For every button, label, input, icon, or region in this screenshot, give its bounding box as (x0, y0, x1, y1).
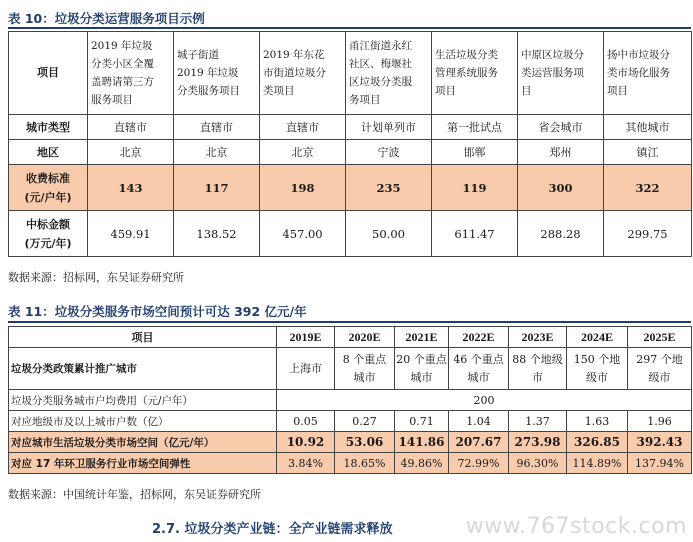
table10-top-rule (8, 27, 691, 29)
table-cell: 459.91 (88, 211, 174, 257)
table-cell: 322 (604, 165, 692, 211)
table-cell: 273.98 (509, 432, 567, 453)
project-cell: 2019 年东花 市街道垃圾分 类项目 (260, 32, 346, 115)
table-cell: 0.27 (335, 411, 395, 432)
table-cell: 1.63 (567, 411, 628, 432)
table-cell: 3.84% (277, 453, 335, 474)
table-cell: 198 (260, 165, 346, 211)
table10-caption: 表 10：垃圾分类运营服务项目示例 (8, 11, 205, 26)
column-header-year: 2021E (395, 327, 449, 348)
table-cell: 直辖市 (260, 115, 346, 140)
table-cell: 207.67 (449, 432, 509, 453)
table-cell: 第一批试点 (432, 115, 518, 140)
table-cell: 郑州 (518, 140, 604, 165)
merged-cell: 200 (277, 390, 692, 411)
table10 (8, 31, 692, 257)
table11 (8, 326, 692, 474)
table-cell: 235 (346, 165, 432, 211)
table-cell: 288.28 (518, 211, 604, 257)
table-cell: 53.06 (335, 432, 395, 453)
table-cell: 119 (432, 165, 518, 211)
table-cell: 299.75 (604, 211, 692, 257)
column-header-year: 2024E (567, 327, 628, 348)
table-cell: 省会城市 (518, 115, 604, 140)
table-cell: 326.85 (567, 432, 628, 453)
table-cell: 141.86 (395, 432, 449, 453)
project-cell: 生活垃圾分类 管理系统服务 项目 (432, 32, 518, 115)
table-cell: 镇江 (604, 140, 692, 165)
row-label: 对应 17 年环卫服务行业市场空间弹性 (9, 453, 277, 474)
column-header-year: 2019E (277, 327, 335, 348)
table10-row-amount (9, 211, 692, 257)
table10-source: 数据来源：招标网，东吴证券研究所 (8, 271, 184, 284)
table-cell: 143 (88, 165, 174, 211)
project-cell: 中原区垃圾分 类运营服务项 目 (518, 32, 604, 115)
table-cell: 137.94% (628, 453, 692, 474)
section-heading: 2.7. 垃圾分类产业链：全产业链需求释放 (152, 522, 393, 537)
column-header-project: 项目 (9, 327, 277, 348)
row-label: 垃圾分类服务城市户均费用（元/户年） (9, 390, 277, 411)
table-cell: 49.86% (395, 453, 449, 474)
table-cell: 117 (174, 165, 260, 211)
table-cell: 88 个地级 市 (509, 348, 567, 390)
row-label: 垃圾分类政策累计推广城市 (9, 348, 277, 390)
table-cell: 计划单列市 (346, 115, 432, 140)
table-cell: 邯郸 (432, 140, 518, 165)
project-cell: 城子街道 2019 年垃圾 分类服务项目 (174, 32, 260, 115)
table-cell: 1.04 (449, 411, 509, 432)
table11-row-cities (9, 348, 692, 390)
table-cell: 18.65% (335, 453, 395, 474)
project-cell: 扬中市垃圾分 类市场化服务 项目 (604, 32, 692, 115)
row-header-region: 地区 (9, 140, 88, 165)
table-cell: 8 个重点 城市 (335, 348, 395, 390)
row-header-amount: 中标金额 (万元/年) (9, 211, 88, 257)
table-cell: 北京 (88, 140, 174, 165)
table-cell: 611.47 (432, 211, 518, 257)
table10-row-region (9, 140, 692, 165)
table-cell: 138.52 (174, 211, 260, 257)
row-label: 对应地级市及以上城市户数（亿） (9, 411, 277, 432)
table11-row-market-space (9, 432, 692, 453)
table-cell: 114.89% (567, 453, 628, 474)
table-cell: 北京 (260, 140, 346, 165)
table-cell: 72.99% (449, 453, 509, 474)
table10-row-fee (9, 165, 692, 211)
table11-caption: 表 11：垃圾分类服务市场空间预计可达 392 亿元/年 (8, 304, 307, 319)
table10-row-project (9, 32, 692, 115)
table11-row-elasticity (9, 453, 692, 474)
table-cell: 20 个重点 城市 (395, 348, 449, 390)
table11-header-row (9, 327, 692, 348)
table-cell: 其他城市 (604, 115, 692, 140)
row-header-project: 项目 (9, 32, 88, 115)
table-cell: 0.05 (277, 411, 335, 432)
table-cell: 1.37 (509, 411, 567, 432)
table-cell: 50.00 (346, 211, 432, 257)
table11-source: 数据来源：中国统计年鉴，招标网，东吴证券研究所 (8, 488, 261, 501)
table11-row-households (9, 411, 692, 432)
table11-row-fee (9, 390, 692, 411)
column-header-year: 2020E (335, 327, 395, 348)
project-cell: 2019 年垃圾 分类小区全覆 盖聘请第三方 服务项目 (88, 32, 174, 115)
column-header-year: 2025E (628, 327, 692, 348)
watermark: www.767stock.com (465, 514, 687, 539)
table-cell: 297 个地 级市 (628, 348, 692, 390)
table10-row-city-type (9, 115, 692, 140)
column-header-year: 2023E (509, 327, 567, 348)
table-cell: 300 (518, 165, 604, 211)
row-header-city-type: 城市类型 (9, 115, 88, 140)
column-header-year: 2022E (449, 327, 509, 348)
table-cell: 宁波 (346, 140, 432, 165)
table-cell: 457.00 (260, 211, 346, 257)
table-cell: 96.30% (509, 453, 567, 474)
project-cell: 甬江街道永红 社区、梅堰社 区垃圾分类服 务项目 (346, 32, 432, 115)
table-cell: 0.71 (395, 411, 449, 432)
table-cell: 392.43 (628, 432, 692, 453)
table-cell: 上海市 (277, 348, 335, 390)
row-header-fee: 收费标准 (元/户年) (9, 165, 88, 211)
table-cell: 直辖市 (174, 115, 260, 140)
row-label: 对应城市生活垃圾分类市场空间（亿元/年） (9, 432, 277, 453)
table-cell: 10.92 (277, 432, 335, 453)
table-cell: 46 个重点 城市 (449, 348, 509, 390)
table-cell: 直辖市 (88, 115, 174, 140)
table-cell: 北京 (174, 140, 260, 165)
table11-top-rule (8, 321, 691, 323)
table-cell: 150 个地 级市 (567, 348, 628, 390)
table-cell: 1.96 (628, 411, 692, 432)
